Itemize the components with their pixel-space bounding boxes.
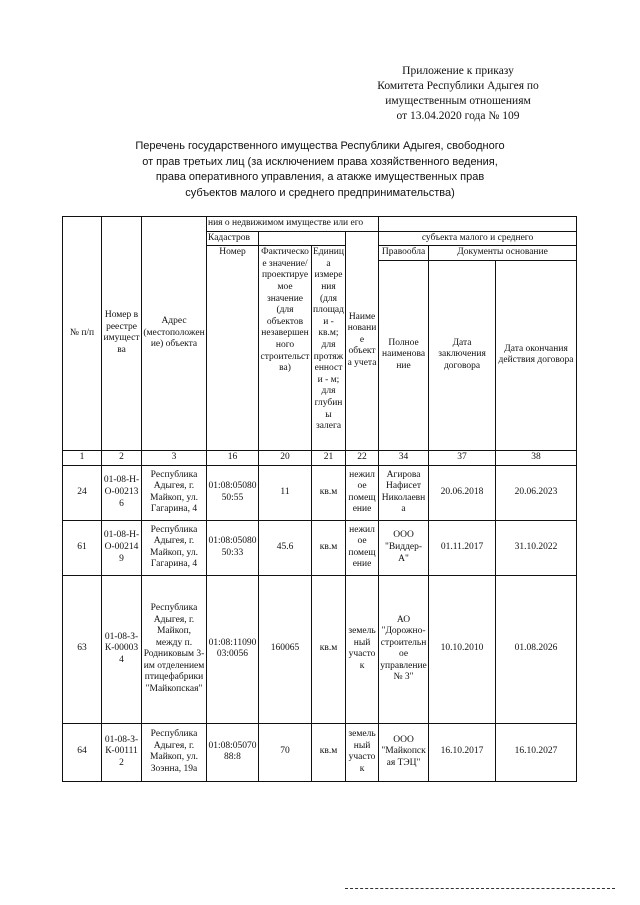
cell-holder: ООО "Майкопская ТЭЦ" xyxy=(379,723,429,781)
header-subject: субъекта малого и среднего xyxy=(379,231,577,246)
header-cadastral-blank xyxy=(259,231,346,246)
cell-unit: кв.м xyxy=(312,520,346,575)
appendix-line: Приложение к приказу xyxy=(402,65,514,77)
cell-num: 24 xyxy=(63,465,102,520)
header-object-name: Наименование объекта учета xyxy=(346,231,379,450)
header-registry-number: Номер в реестре имущества xyxy=(102,217,142,451)
cell-address: Республика Адыгея, г. Майкоп, ул. Гагарина, 4 xyxy=(142,520,207,575)
cell-object-name: земельный участок xyxy=(346,575,379,723)
appendix-line: от 13.04.2020 года № 109 xyxy=(396,110,520,122)
column-numbers-row xyxy=(63,450,577,465)
header-cadastral: Кадастров xyxy=(207,231,259,246)
cell-end-date: 20.06.2023 xyxy=(496,465,577,520)
footer-divider xyxy=(345,888,615,889)
cell-start-date: 20.06.2018 xyxy=(429,465,496,520)
cell-registry-number: 01-08-З-К-001112 xyxy=(102,723,142,781)
column-number: 3 xyxy=(142,450,207,465)
cell-holder: АО "Дорожно-строительное управление № 3" xyxy=(379,575,429,723)
cell-object-name: нежилое помещение xyxy=(346,465,379,520)
cell-value: 45.6 xyxy=(259,520,312,575)
header-num: № п/п xyxy=(63,217,102,451)
title-line: права оперативного управления, а атакже имущественных прав xyxy=(155,171,485,183)
appendix-line: имущественным отношениям xyxy=(385,95,531,107)
cell-address: Республика Адыгея, г. Майкоп, ул. Зоэнна, 19а xyxy=(142,723,207,781)
column-number: 22 xyxy=(346,450,379,465)
cell-start-date: 01.11.2017 xyxy=(429,520,496,575)
cell-registry-number: 01-08-Н-О-002149 xyxy=(102,520,142,575)
header-holder: Правообла xyxy=(379,246,429,261)
cell-num: 61 xyxy=(63,520,102,575)
cell-object-name: земельный участок xyxy=(346,723,379,781)
header-full-name: Полное наименование xyxy=(379,260,429,450)
header-address: Адрес (местоположение) объекта xyxy=(142,217,207,451)
cell-end-date: 01.08.2026 xyxy=(496,575,577,723)
cell-unit: кв.м xyxy=(312,465,346,520)
cell-address: Республика Адыгея, г. Майкоп, между п. Родниковым 3-им отделением птицефабрики "Майкопская" xyxy=(142,575,207,723)
cell-start-date: 16.10.2017 xyxy=(429,723,496,781)
cell-unit: кв.м xyxy=(312,575,346,723)
column-number: 20 xyxy=(259,450,312,465)
title-line: субъектов малого и среднего предпринимательства) xyxy=(185,186,455,199)
column-number: 2 xyxy=(102,450,142,465)
cell-holder: ООО "Виддер-А" xyxy=(379,520,429,575)
cell-value: 160065 xyxy=(259,575,312,723)
cell-num: 64 xyxy=(63,723,102,781)
header-subject-group xyxy=(379,217,577,232)
property-table xyxy=(62,216,577,782)
table-row xyxy=(63,520,577,575)
cell-num: 63 xyxy=(63,575,102,723)
column-number: 34 xyxy=(379,450,429,465)
column-number: 21 xyxy=(312,450,346,465)
header-unit: Единица измерения (для площади - кв.м; для протяженности - м; для глубины залега xyxy=(312,246,346,451)
cell-value: 70 xyxy=(259,723,312,781)
appendix-header xyxy=(348,64,568,124)
cell-end-date: 31.10.2022 xyxy=(496,520,577,575)
cell-registry-number: 01-08-З-К-000034 xyxy=(102,575,142,723)
column-number: 1 xyxy=(63,450,102,465)
table-row xyxy=(63,465,577,520)
column-number: 16 xyxy=(207,450,259,465)
cell-holder: Агирова Нафисет Николаевна xyxy=(379,465,429,520)
header-documents: Документы основание xyxy=(429,246,577,261)
header-end-date: Дата окончания действия договора xyxy=(496,260,577,450)
header-start-date: Дата заключения договора xyxy=(429,260,496,450)
cell-registry-number: 01-08-Н-О-002136 xyxy=(102,465,142,520)
table-row xyxy=(63,575,577,723)
appendix-line: Комитета Республики Адыгея по xyxy=(377,80,539,92)
column-number: 37 xyxy=(429,450,496,465)
document-title xyxy=(130,139,510,201)
table-row xyxy=(63,723,577,781)
cell-cadastral-number: 01:08:1109003:0056 xyxy=(207,575,259,723)
cell-start-date: 10.10.2010 xyxy=(429,575,496,723)
header-cadastral-number: Номер xyxy=(207,246,259,451)
cell-address: Республика Адыгея, г. Майкоп, ул. Гагарина, 4 xyxy=(142,465,207,520)
cell-end-date: 16.10.2027 xyxy=(496,723,577,781)
cell-cadastral-number: 01:08:0508050:33 xyxy=(207,520,259,575)
cell-object-name: нежилое помещение xyxy=(346,520,379,575)
title-line: от прав третьих лиц (за исключением права хозяйственного ведения, xyxy=(142,155,498,168)
cell-cadastral-number: 01:08:0507088:8 xyxy=(207,723,259,781)
header-realty-group: ния о недвижимом имуществе или его xyxy=(207,217,379,232)
header-actual-value: Фактическое значение/ проектируемое значение (для объектов незавершенного строительства) xyxy=(259,246,312,451)
column-number: 38 xyxy=(496,450,577,465)
cell-cadastral-number: 01:08:0508050:55 xyxy=(207,465,259,520)
title-line: Перечень государственного имущества Республики Адыгея, свободного xyxy=(135,140,505,152)
cell-unit: кв.м xyxy=(312,723,346,781)
cell-value: 11 xyxy=(259,465,312,520)
